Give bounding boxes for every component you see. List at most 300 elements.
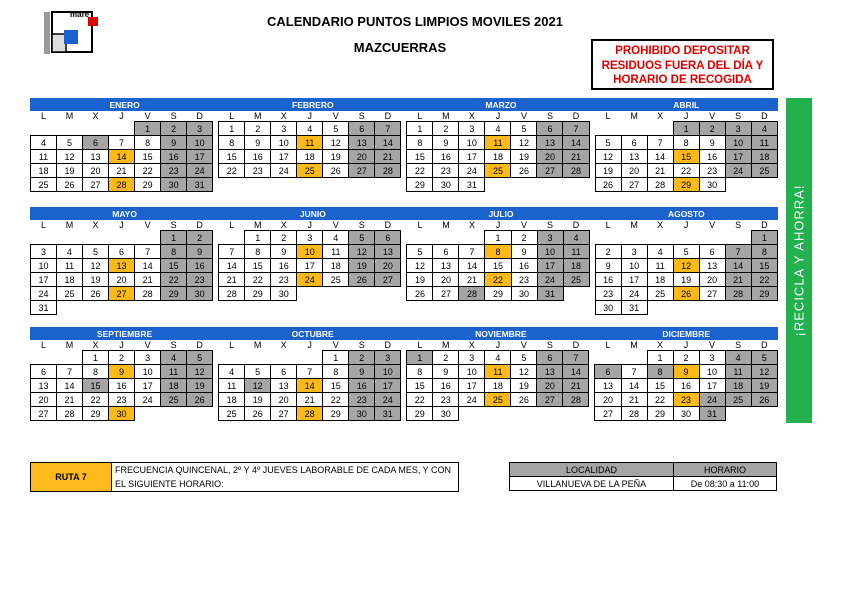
calendar-day: 16 [245,150,271,164]
weekday-header: L [605,340,611,351]
weekday-header: L [41,220,47,231]
calendar-day: 17 [537,259,563,273]
route-frequency [112,463,459,492]
calendar-day: 29 [751,287,777,301]
weekday-header: V [709,340,716,350]
calendar-day: 17 [459,150,485,164]
calendar-day: 14 [563,136,589,150]
calendar-day: 26 [245,407,271,421]
calendar-day: 2 [699,122,725,136]
calendar-day: 9 [673,365,699,379]
weekday-header: J [495,220,501,230]
calendar-day: 23 [349,393,375,407]
calendar-day: 19 [323,150,349,164]
weekday-header: D [572,111,580,121]
warning-box [591,39,774,90]
calendar-day: 9 [109,365,135,379]
weekday-header: V [520,340,527,350]
calendar-day: 4 [161,351,187,365]
calendar-day: 11 [485,365,511,379]
calendar-day: 12 [751,365,777,379]
calendar-day: 19 [407,273,433,287]
calendar-day: 15 [245,259,271,273]
calendar-day: 19 [245,393,271,407]
calendar-day: 8 [673,136,699,150]
calendar-day: 1 [485,231,511,245]
weekday-header: J [683,111,689,121]
calendar-day: 8 [161,245,187,259]
calendar-day: 13 [375,245,401,259]
weekday-header: L [41,111,47,122]
recycle-banner [786,98,812,423]
calendar-day: 20 [537,150,563,164]
calendar-day: 27 [31,407,57,421]
calendar-day: 20 [271,393,297,407]
calendar-day: 16 [433,150,459,164]
weekday-header: D [196,220,203,230]
weekday-header: X [280,111,287,121]
calendar-day: 17 [621,273,647,287]
calendar-day: 30 [161,178,187,192]
calendar-day: 12 [245,379,271,393]
calendar-day: 28 [297,407,323,421]
weekday-header: J [119,340,124,350]
calendar-day: 26 [595,178,621,192]
weekday-header: D [384,220,392,230]
calendar-day: 23 [109,393,135,407]
weekday-header: M [630,111,638,122]
weekday-header: X [280,220,287,230]
weekday-header: X [280,340,287,351]
route-label: RUTA 7 [31,463,112,492]
weekday-header: X [657,111,664,122]
calendar-day: 1 [245,231,271,245]
calendar-day: 28 [57,407,83,421]
calendar-day: 28 [563,393,589,407]
calendar-day: 6 [621,136,647,150]
calendar-day: 27 [595,407,621,421]
calendar-day: 27 [109,287,135,301]
weekday-header: M [630,340,638,351]
schedule-table [509,462,777,491]
calendar-day: 18 [323,259,349,273]
locality-header: LOCALIDAD [510,463,674,477]
calendar-day: 20 [433,273,459,287]
weekday-header: V [521,220,528,230]
calendar-day: 10 [297,245,323,259]
calendar-day: 23 [511,273,537,287]
month-name: MARZO [407,99,595,111]
calendar-day: 25 [647,287,673,301]
calendar-day: 6 [433,245,459,259]
calendar-day: 9 [245,136,271,150]
weekday-header: V [144,111,151,121]
calendar-day: 16 [271,259,297,273]
calendar-day: 10 [135,365,161,379]
calendar-day: 23 [595,287,621,301]
calendar-day: 4 [725,351,751,365]
weekday-header: M [65,111,74,122]
calendar-day: 1 [673,122,699,136]
warning-line-3: HORARIO DE RECOGIDA [613,74,752,86]
calendar-day: 24 [187,164,213,178]
weekday-header: V [332,340,339,350]
calendar-day: 21 [647,164,673,178]
calendar-day: 17 [187,150,213,164]
weekday-header: M [65,220,74,231]
calendar-day: 24 [459,164,485,178]
calendar-day: 15 [219,150,245,164]
calendar-day: 30 [187,287,213,301]
calendar-day: 7 [621,365,647,379]
calendar-day: 8 [407,365,433,379]
calendar-day: 11 [297,136,323,150]
calendar-day: 21 [459,273,485,287]
calendar-quarter-3 [30,327,778,421]
calendar-day: 31 [375,407,401,421]
calendar-day: 16 [161,150,187,164]
weekday-header: J [307,111,313,121]
calendar-day: 8 [135,136,161,150]
calendar-day: 3 [459,351,485,365]
calendar-day: 23 [271,273,297,287]
calendar-day: 6 [595,365,621,379]
calendar-day: 5 [187,351,213,365]
calendar-day: 1 [751,231,777,245]
calendar-day: 3 [459,122,485,136]
calendar-day: 27 [621,178,647,192]
calendar-day: 25 [323,273,349,287]
calendar-day: 15 [135,150,161,164]
calendar-day: 25 [563,273,589,287]
weekday-header: S [358,111,365,121]
weekday-header: J [683,220,689,231]
calendar-day: 12 [57,150,83,164]
calendar-day: 30 [349,407,375,421]
calendar-day: 9 [349,365,375,379]
calendar-quarter-2 [30,207,778,315]
calendar-day: 15 [323,379,349,393]
calendar-day: 16 [349,379,375,393]
weekday-header: L [229,340,235,351]
calendar-day: 8 [647,365,673,379]
calendar-day: 20 [83,164,109,178]
calendar-day: 6 [31,365,57,379]
calendar-day: 4 [485,351,511,365]
calendar-day: 20 [699,273,725,287]
route-frequency-line-2: EL SIGUIENTE HORARIO: [115,479,224,489]
weekday-header: X [92,340,99,350]
calendar-day: 30 [433,407,459,421]
calendar-day: 28 [219,287,245,301]
calendar-day: 26 [511,164,537,178]
calendar-day: 18 [647,273,673,287]
calendar-day: 3 [699,351,725,365]
calendar-day: 2 [271,231,297,245]
weekday-header: V [520,111,527,121]
weekday-header: D [572,340,580,350]
calendar-day: 30 [271,287,297,301]
month-name: NOVIEMBRE [407,328,595,340]
calendar-day: 24 [537,273,563,287]
calendar-day: 12 [595,150,621,164]
calendar-day: 13 [271,379,297,393]
warning-line-1: PROHIBIDO DEPOSITAR [615,45,750,57]
calendar-day: 15 [161,259,187,273]
weekday-header: M [442,340,450,350]
calendar-day: 21 [375,150,401,164]
calendar-day: 12 [673,259,699,273]
calendar-day: 26 [187,393,213,407]
calendar-day: 5 [595,136,621,150]
calendar-day: 25 [485,164,511,178]
calendar-day: 4 [31,136,57,150]
weekday-header: V [144,340,151,350]
calendar-day: 22 [323,393,349,407]
calendar-day: 19 [511,379,537,393]
calendar-day: 28 [375,164,401,178]
calendar-day: 7 [647,136,673,150]
weekday-header: V [144,220,151,231]
calendar-day: 11 [485,136,511,150]
calendar-day: 19 [595,164,621,178]
weekday-header: L [229,220,235,231]
calendar-quarter-1 [30,98,778,192]
recycle-banner-text: ¡RECICLA Y AHORRA! [791,184,807,337]
calendar-day: 14 [621,379,647,393]
calendar-day: 11 [219,379,245,393]
weekday-header: L [417,220,423,231]
calendar-day: 29 [407,407,433,421]
calendar-day: 31 [31,301,57,315]
calendar-day: 9 [187,245,213,259]
calendar-day: 20 [375,259,401,273]
calendar-day: 19 [83,273,109,287]
calendar-day: 10 [459,365,485,379]
calendar-day: 3 [725,122,751,136]
calendar-day: 24 [621,287,647,301]
calendar-day: 11 [647,259,673,273]
calendar-day: 19 [673,273,699,287]
calendar-day: 27 [349,164,375,178]
weekday-header: L [229,111,235,121]
weekday-header: M [253,220,262,230]
weekday-header: D [384,340,391,350]
calendar-day: 18 [485,150,511,164]
calendar-day: 1 [323,351,349,365]
calendar-day: 18 [485,379,511,393]
calendar-day: 11 [563,245,589,259]
calendar-day: 24 [271,164,297,178]
calendar-day: 22 [83,393,109,407]
calendar-day: 3 [621,245,647,259]
calendar-day: 30 [109,407,135,421]
weekday-header: J [495,340,501,350]
calendar-day: 31 [459,178,485,192]
calendar-day: 13 [31,379,57,393]
calendar-day: 6 [271,365,297,379]
calendar-day: 18 [751,150,777,164]
calendar-day: 19 [349,259,375,273]
month-name: ABRIL [595,99,777,111]
weekday-header: J [307,220,313,230]
calendar-day: 25 [485,393,511,407]
calendar-day: 27 [83,178,109,192]
calendar-day: 10 [271,136,297,150]
calendar-day: 10 [725,136,751,150]
weekday-header: X [92,111,99,122]
calendar-day: 7 [219,245,245,259]
calendar-day: 8 [407,136,433,150]
calendar-day: 24 [31,287,57,301]
calendar-day: 22 [161,273,187,287]
calendar-day: 8 [323,365,349,379]
calendar-day: 23 [161,164,187,178]
calendar-day: 13 [433,259,459,273]
weekday-header: X [657,220,664,231]
calendar-day: 28 [563,164,589,178]
calendar-day: 4 [563,231,589,245]
calendar-day: 2 [187,231,213,245]
calendar-day: 27 [433,287,459,301]
calendar-day: 17 [135,379,161,393]
calendar-day: 23 [673,393,699,407]
calendar-day: 15 [407,150,433,164]
calendar-day: 26 [407,287,433,301]
calendar-day: 18 [31,164,57,178]
calendar-day: 22 [485,273,511,287]
calendar-day: 21 [563,150,589,164]
calendar-day: 20 [595,393,621,407]
calendar-day: 18 [161,379,187,393]
weekday-header: D [196,111,203,121]
calendar-day: 30 [511,287,537,301]
calendar-day: 17 [271,150,297,164]
calendar-day: 15 [647,379,673,393]
calendar-day: 31 [621,301,647,315]
calendar-day: 2 [433,122,459,136]
month-name: AGOSTO [595,208,777,220]
weekday-header: X [92,220,99,231]
calendar-day: 14 [109,150,135,164]
month-name: OCTUBRE [219,328,407,340]
calendar-day: 27 [271,407,297,421]
calendar-day: 1 [83,351,109,365]
calendar-day: 9 [433,136,459,150]
calendar-day: 26 [83,287,109,301]
calendar-day: 16 [595,273,621,287]
calendar-day: 2 [673,351,699,365]
calendar-day: 16 [109,379,135,393]
calendar-day: 29 [485,287,511,301]
weekday-header: S [358,340,365,350]
calendar-day: 21 [621,393,647,407]
weekday-header: M [442,111,450,121]
calendar-day: 5 [83,245,109,259]
calendar-day: 29 [245,287,271,301]
weekday-header: S [546,111,553,121]
weekday-header: X [468,340,475,350]
weekday-header: D [761,111,768,121]
calendar-day: 18 [219,393,245,407]
calendar-day: 21 [297,393,323,407]
calendar-day: 13 [537,136,563,150]
calendar-day: 27 [537,393,563,407]
calendar-day: 4 [751,122,777,136]
calendar-day: 16 [673,379,699,393]
calendar-day: 11 [31,150,57,164]
calendar-day: 13 [621,150,647,164]
calendar-day: 12 [187,365,213,379]
calendar-day: 14 [297,379,323,393]
weekday-header: D [572,220,580,230]
calendar-day: 7 [375,122,401,136]
calendar-day: 15 [751,259,777,273]
calendar-day: 24 [375,393,401,407]
calendar-day: 27 [699,287,725,301]
calendar-day: 31 [537,287,563,301]
calendar-day: 20 [31,393,57,407]
calendar-day: 9 [511,245,537,259]
calendar-day: 10 [699,365,725,379]
calendar-day: 26 [751,393,777,407]
weekday-header: X [468,111,475,121]
weekday-header: L [417,340,423,350]
calendar-day: 9 [433,365,459,379]
calendar-day: 26 [511,393,537,407]
calendar-day: 16 [433,379,459,393]
calendar-day: 20 [621,164,647,178]
month-name: SEPTIEMBRE [31,328,219,340]
calendar-day: 24 [699,393,725,407]
calendar-day: 3 [297,231,323,245]
calendar-day: 25 [751,164,777,178]
weekday-header: S [170,340,177,350]
weekday-header: S [358,220,365,230]
calendar-day: 29 [83,407,109,421]
weekday-header: X [468,220,475,231]
calendar-day: 11 [323,245,349,259]
calendar-day: 5 [407,245,433,259]
calendar-day: 22 [245,273,271,287]
calendar-day: 2 [161,122,187,136]
weekday-header: J [495,111,501,121]
calendar-day: 1 [161,231,187,245]
calendar-day: 10 [621,259,647,273]
calendar-day: 5 [751,351,777,365]
calendar-day: 19 [751,379,777,393]
calendar-day: 14 [135,259,161,273]
calendar-day: 14 [57,379,83,393]
weekday-header: D [196,340,203,350]
weekday-header: M [442,220,450,231]
calendar-day: 7 [725,245,751,259]
warning-line-2: RESIDUOS FUERA DEL DÍA Y [601,59,764,72]
weekday-header: X [657,340,664,350]
calendar-day: 18 [725,379,751,393]
calendar-day: 10 [375,365,401,379]
calendar-day: 6 [537,351,563,365]
calendar-day: 13 [109,259,135,273]
calendar-day: 25 [725,393,751,407]
calendar-day: 5 [511,122,537,136]
weekday-header: M [253,340,262,351]
calendar-day: 20 [349,150,375,164]
calendar-day: 13 [537,365,563,379]
weekday-header: V [332,111,339,121]
calendar-day: 25 [161,393,187,407]
calendar-day: 16 [699,150,725,164]
